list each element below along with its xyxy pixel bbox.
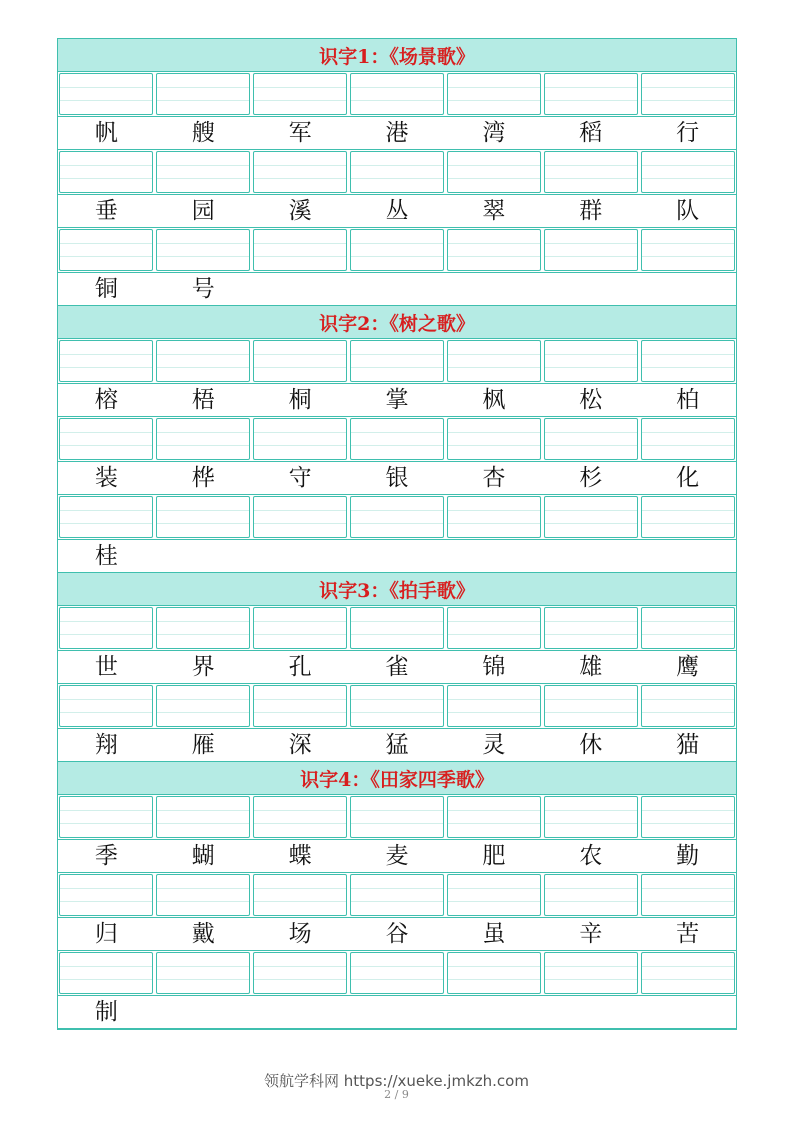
pinyin-box <box>253 418 347 460</box>
character-row <box>58 995 736 1029</box>
pinyin-box <box>253 685 347 727</box>
character-row <box>58 539 736 573</box>
character-cell: 孔 <box>288 654 312 680</box>
pinyin-box <box>641 151 735 193</box>
character-cell: 世 <box>94 654 118 680</box>
character-cell: 场 <box>288 921 312 947</box>
character-cell: 麦 <box>385 843 409 869</box>
character-cell: 银 <box>385 465 409 491</box>
pinyin-box <box>544 685 638 727</box>
pinyin-box <box>350 496 444 538</box>
pinyin-box <box>253 340 347 382</box>
pinyin-box <box>447 229 541 271</box>
pinyin-box <box>544 796 638 838</box>
pinyin-writing-row <box>58 72 736 116</box>
character-cell: 掌 <box>385 387 409 413</box>
character-cell: 化 <box>676 465 700 491</box>
pinyin-box <box>447 151 541 193</box>
pinyin-writing-row <box>58 873 736 917</box>
pinyin-writing-row <box>58 339 736 383</box>
pinyin-writing-row <box>58 795 736 839</box>
pinyin-box <box>59 73 153 115</box>
pinyin-box <box>544 229 638 271</box>
pinyin-box <box>350 418 444 460</box>
character-cell: 猛 <box>385 732 409 758</box>
character-cell: 稻 <box>579 120 603 146</box>
pinyin-box <box>253 796 347 838</box>
pinyin-box <box>253 496 347 538</box>
character-cell: 谷 <box>385 921 409 947</box>
character-cell: 柏 <box>676 387 700 413</box>
pinyin-box <box>156 229 250 271</box>
pinyin-box <box>253 73 347 115</box>
lesson-title: 识字4：《田家四季歌》 <box>58 762 736 795</box>
pinyin-box <box>253 874 347 916</box>
character-cell: 杉 <box>579 465 603 491</box>
lesson-title: 识字2：《树之歌》 <box>58 306 736 339</box>
character-cell: 休 <box>579 732 603 758</box>
pinyin-box <box>544 496 638 538</box>
character-cell: 翠 <box>482 198 506 224</box>
pinyin-box <box>544 607 638 649</box>
pinyin-box <box>447 418 541 460</box>
character-row <box>58 383 736 417</box>
pinyin-box <box>156 607 250 649</box>
character-cell: 猫 <box>676 732 700 758</box>
pinyin-box <box>156 73 250 115</box>
character-cell: 桐 <box>288 387 312 413</box>
pinyin-box <box>253 151 347 193</box>
pinyin-box <box>447 340 541 382</box>
character-row <box>58 116 736 150</box>
pinyin-box <box>350 952 444 994</box>
pinyin-box <box>641 73 735 115</box>
pinyin-writing-row <box>58 951 736 995</box>
character-cell: 辛 <box>579 921 603 947</box>
character-cell: 制 <box>94 999 118 1025</box>
character-cell: 号 <box>191 276 215 302</box>
pinyin-box <box>447 796 541 838</box>
pinyin-box <box>156 496 250 538</box>
pinyin-box <box>156 340 250 382</box>
pinyin-box <box>253 607 347 649</box>
character-cell: 军 <box>288 120 312 146</box>
character-cell: 勤 <box>676 843 700 869</box>
character-row <box>58 194 736 228</box>
character-cell: 杏 <box>482 465 506 491</box>
lesson-title: 识字1：《场景歌》 <box>58 39 736 72</box>
character-cell: 界 <box>191 654 215 680</box>
character-cell: 蝶 <box>288 843 312 869</box>
pinyin-box <box>59 496 153 538</box>
character-cell: 农 <box>579 843 603 869</box>
pinyin-box <box>447 73 541 115</box>
character-cell: 翔 <box>94 732 118 758</box>
character-row <box>58 839 736 873</box>
pinyin-box <box>59 685 153 727</box>
pinyin-box <box>544 73 638 115</box>
character-cell: 戴 <box>191 921 215 947</box>
pinyin-box <box>156 685 250 727</box>
pinyin-box <box>156 952 250 994</box>
pinyin-box <box>156 151 250 193</box>
character-cell: 丛 <box>385 198 409 224</box>
pinyin-box <box>447 607 541 649</box>
character-cell: 行 <box>676 120 700 146</box>
pinyin-box <box>544 874 638 916</box>
pinyin-box <box>641 685 735 727</box>
character-cell: 榕 <box>94 387 118 413</box>
pinyin-box <box>641 796 735 838</box>
pinyin-box <box>447 685 541 727</box>
pinyin-box <box>350 607 444 649</box>
character-row <box>58 650 736 684</box>
character-cell: 锦 <box>482 654 506 680</box>
pinyin-box <box>350 229 444 271</box>
character-cell: 苦 <box>676 921 700 947</box>
pinyin-box <box>350 73 444 115</box>
character-row <box>58 728 736 762</box>
character-cell: 垂 <box>94 198 118 224</box>
lesson-title: 识字3：《拍手歌》 <box>58 573 736 606</box>
character-cell: 鹰 <box>676 654 700 680</box>
pinyin-box <box>447 874 541 916</box>
character-cell: 桂 <box>94 543 118 569</box>
pinyin-box <box>156 874 250 916</box>
pinyin-box <box>350 151 444 193</box>
character-cell: 季 <box>94 843 118 869</box>
character-cell: 溪 <box>288 198 312 224</box>
pinyin-box <box>350 874 444 916</box>
pinyin-box <box>253 229 347 271</box>
character-row <box>58 917 736 951</box>
worksheet-table <box>57 38 737 1030</box>
page-number: 2 / 9 <box>384 1088 409 1101</box>
character-row <box>58 461 736 495</box>
character-cell: 枫 <box>482 387 506 413</box>
character-cell: 装 <box>94 465 118 491</box>
footer-watermark: 领航学科网 https://xueke.jmkzh.com <box>264 1072 529 1090</box>
pinyin-box <box>350 340 444 382</box>
pinyin-box <box>641 874 735 916</box>
pinyin-box <box>641 952 735 994</box>
character-cell: 雄 <box>579 654 603 680</box>
pinyin-box <box>350 796 444 838</box>
character-cell: 深 <box>288 732 312 758</box>
pinyin-box <box>641 607 735 649</box>
character-cell: 蝴 <box>191 843 215 869</box>
character-cell: 守 <box>288 465 312 491</box>
pinyin-box <box>59 952 153 994</box>
character-cell: 虽 <box>482 921 506 947</box>
character-cell: 湾 <box>482 120 506 146</box>
pinyin-box <box>156 796 250 838</box>
character-cell: 梧 <box>191 387 215 413</box>
pinyin-box <box>59 874 153 916</box>
pinyin-box <box>544 340 638 382</box>
pinyin-box <box>544 952 638 994</box>
character-cell: 肥 <box>482 843 506 869</box>
character-cell: 松 <box>579 387 603 413</box>
pinyin-box <box>59 340 153 382</box>
character-row <box>58 272 736 306</box>
character-cell: 港 <box>385 120 409 146</box>
character-cell: 归 <box>94 921 118 947</box>
pinyin-box <box>59 796 153 838</box>
character-cell: 帆 <box>94 120 118 146</box>
character-cell: 灵 <box>482 732 506 758</box>
pinyin-box <box>59 418 153 460</box>
pinyin-box <box>641 496 735 538</box>
pinyin-box <box>641 418 735 460</box>
pinyin-box <box>350 685 444 727</box>
pinyin-box <box>447 952 541 994</box>
pinyin-box <box>156 418 250 460</box>
pinyin-box <box>544 151 638 193</box>
pinyin-box <box>641 229 735 271</box>
character-cell: 雀 <box>385 654 409 680</box>
character-cell: 雁 <box>191 732 215 758</box>
pinyin-writing-row <box>58 228 736 272</box>
pinyin-writing-row <box>58 606 736 650</box>
character-cell: 群 <box>579 198 603 224</box>
character-cell: 队 <box>676 198 700 224</box>
character-cell: 艘 <box>191 120 215 146</box>
character-cell: 桦 <box>191 465 215 491</box>
pinyin-box <box>447 496 541 538</box>
pinyin-box <box>253 952 347 994</box>
pinyin-box <box>59 151 153 193</box>
pinyin-writing-row <box>58 417 736 461</box>
pinyin-writing-row <box>58 684 736 728</box>
pinyin-box <box>59 229 153 271</box>
pinyin-writing-row <box>58 150 736 194</box>
pinyin-writing-row <box>58 495 736 539</box>
pinyin-box <box>641 340 735 382</box>
pinyin-box <box>544 418 638 460</box>
character-cell: 园 <box>191 198 215 224</box>
character-cell: 铜 <box>94 276 118 302</box>
pinyin-box <box>59 607 153 649</box>
